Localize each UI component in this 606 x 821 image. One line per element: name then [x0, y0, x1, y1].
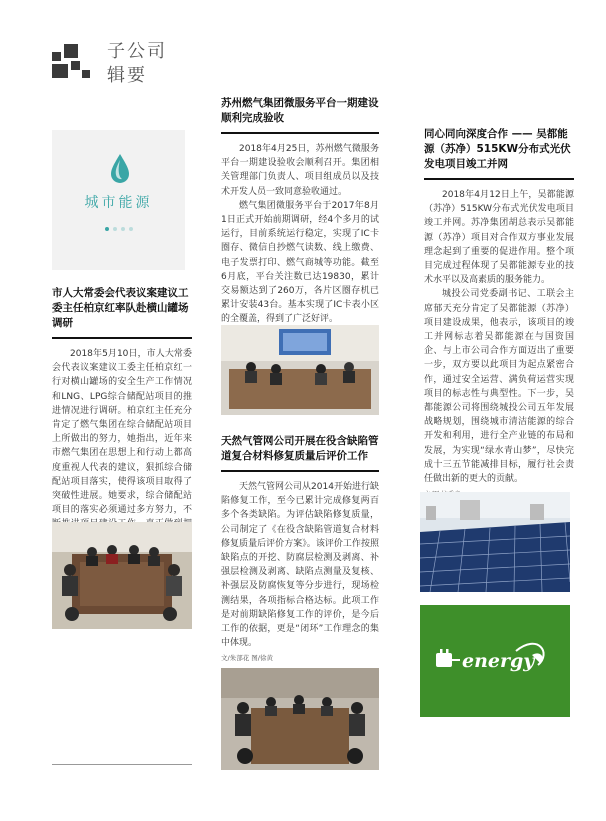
article-paragraph: 天然气管网公司从2014开始进行缺陷修复工作，至今已累计完成修复两百多个各类缺陷。为评估缺陷修复质量，公司制定了《在役含缺陷管道复合材料修复质量后评价方案》。该评价工作按照缺陷点的开挖、防腐层检测及剥离、补强层检测及剥离、缺陷点测量及复核、补强层及防腐恢复等分步进行，现场检测结果，各项指标合格达标。此项工作是对前期缺陷修复工作的评价，是今后工作的依据，更是“闭环”工作理念的集中体现。	[221, 482, 379, 649]
article-pipeline	[221, 434, 379, 662]
article-body	[221, 142, 379, 327]
magazine-logo-mark	[52, 44, 92, 80]
category-dots	[52, 216, 185, 235]
energy-graphic-label: energy	[462, 650, 535, 672]
photo-pipeline-meeting	[221, 668, 379, 770]
headline-rule	[221, 470, 379, 472]
article-paragraph: 2018年5月10日，市人大常委会代表议案建议工委主任柏京红一行对横山罐场的安全生产工作情况和LNG、LPG综合储配站项目的推进情况进行调研。柏京红主任充分肯定了燃气集团在综合储配站项目上所做出的努力，她指出，近年来市燃气集团在思想上和行动上都高度重视人代表的建议，狠抓综合储配站项目落实，使得该项目取得了突破性进展。她要求，综合储配站项目的落实必须通过多方努力，不	[52, 349, 192, 516]
category-label: 城市能源	[84, 195, 153, 211]
photo-acceptance-meeting	[221, 325, 379, 415]
category-badge	[52, 130, 185, 270]
column-bottom-rule	[52, 764, 192, 765]
article-body	[221, 480, 379, 650]
article-headline: 同心同向深度合作 —— 吴都能源（苏净）515KW分布式光伏发电项目竣工并网	[424, 128, 571, 170]
article-paragraph: 城投公司党委副书记、工联会主席郁天充分肯定了吴都能源（苏净）项目建设成果，他表示，该项目的竣工并网标志着吴都能源在与国资国企、与上市公司合作方面迈出了重要一步，双方要以此项目为起点紧密合作，通过安全运营、满负荷运营实现项目的标志性与典型性。下一步，吴都能源公司将围绕城投公司五年发展战略规划，围绕城市清洁能源的综合开发和利用，进行全产业链的布局和发展，为实现“绿水青山梦”，尽快完成十三五节能减排目标，履行社会责任做出新的更大的贡献。	[424, 289, 574, 485]
article-solar	[424, 127, 574, 498]
section-title-line2: 辑要	[107, 65, 147, 86]
article-paragraph: 2018年4月25日，苏州燃气微服务平台一期建设验收会顺利召开。集团相关管理部门负责人、项目组成员以及技术开发人员一致同意验收通过。	[221, 144, 379, 197]
plug-icon	[436, 653, 452, 667]
article-headline: 市人大常委会代表议案建议工委主任柏京红率队赴横山罐场调研	[52, 287, 189, 329]
article-credit: 文/朱部花 图/徐黄	[221, 654, 273, 663]
photo-solar-panels	[420, 492, 570, 592]
article-body	[424, 188, 574, 486]
photo-meeting-hengshan	[52, 522, 192, 629]
headline-rule	[424, 178, 574, 180]
headline-rule	[52, 337, 192, 339]
article-paragraph: 燃气集团微服务平台于2017年8月1日正式开始前期调研，经4个多月的试运行，目前系统运行稳定，实现了IC卡圈存、微信自抄燃气读数、线上缴费、电子发票打印、燃气商城等功能。截至6月底，平台关注数已达19830，累计交易额达到了260万，各片区圈存机已累计安装43台。基本实现了IC卡表小区的全覆盖，得到了广泛好评。	[221, 200, 379, 325]
article-headline: 苏州燃气集团微服务平台一期建设顺利完成验收	[221, 97, 379, 124]
article-body	[52, 347, 192, 546]
article-headline: 天然气管网公司开展在役含缺陷管道复合材料修复质量后评价工作	[221, 435, 379, 462]
article-renda	[52, 286, 192, 559]
article-microservice	[221, 96, 379, 339]
article-paragraph: 2018年4月12日上午，吴都能源（苏净）515KW分布式光伏发电项目竣工并网。苏净集团胡总表示吴都能源（苏净）项目对合作双方事业发展理念起到了重要的促进作用。整个项目完成过程体现了吴都能源专业的技术水平以及高素质的服务能力。	[424, 190, 574, 286]
energy-graphic	[420, 605, 570, 717]
section-title	[107, 40, 167, 88]
headline-rule	[221, 132, 379, 134]
section-title-line1: 子公司	[107, 41, 167, 62]
water-drop-icon	[108, 152, 132, 186]
